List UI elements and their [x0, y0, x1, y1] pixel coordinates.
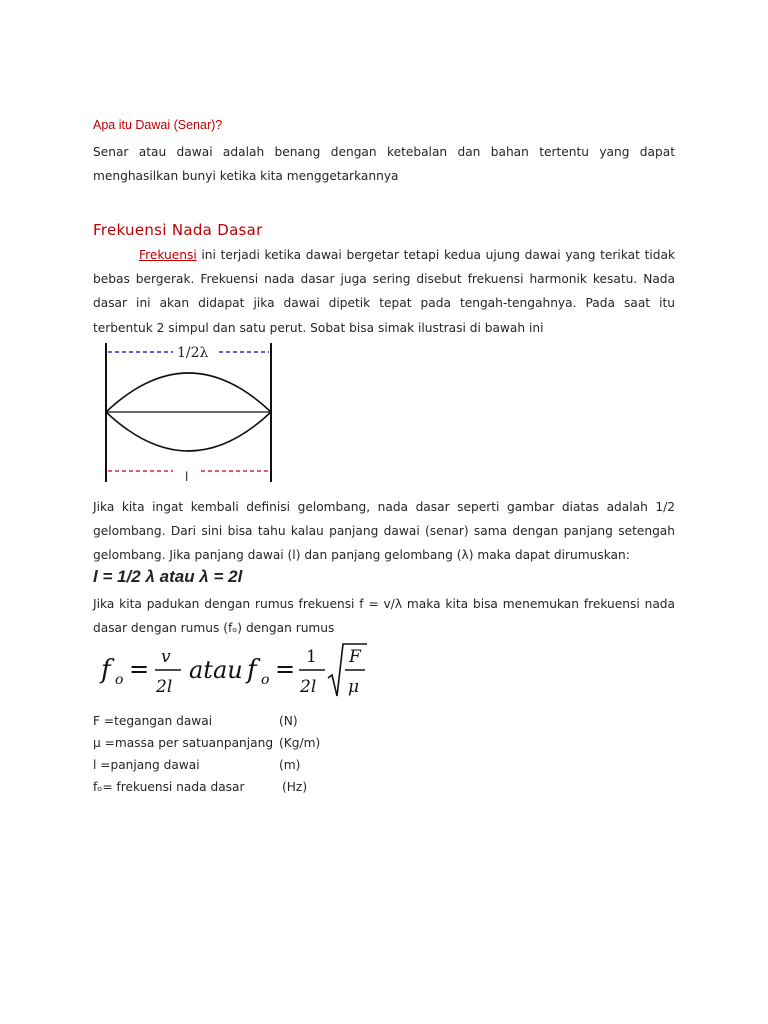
variable-unit: (m) — [279, 758, 301, 772]
question-heading: Apa itu Dawai (Senar)? — [93, 118, 223, 132]
variable-unit: (Kg/m) — [279, 736, 321, 750]
variable-definition: fₒ= frekuensi nada dasar — [93, 780, 245, 794]
variable-unit: (Hz) — [282, 780, 308, 794]
half-wavelength-label: 1/2λ — [177, 345, 209, 361]
formula-v: v — [161, 647, 171, 667]
string-lower-curve — [106, 412, 271, 451]
formula-one: 1 — [306, 647, 317, 667]
frequency-paragraph-text: ini terjadi ketika dawai bergetar tetapi kedua ujung dawai yang terikat tidak bebas bergerak. Frekuensi nada dasar juga sering disebut frekuensi harmonik kesatu. Nada dasar ini akan didapat jika dawai dipetik tepat pada tengah-tengahnya. Pada saat itu terbentuk 2 simpul dan satu perut. Sobat bisa simak ilustrasi di bawah ini — [93, 248, 675, 335]
wavelength-paragraph: Jika kita ingat kembali definisi gelombang, nada dasar seperti gambar diatas adalah 1/2 gelombang. Dari sini bisa tahu kalau panjang dawai (senar) sama dengan panjang setengah gelombang. Jika panjang dawai (l) dan panjang gelombang (λ) maka dapat dirumuskan: — [93, 500, 675, 563]
formula-atau: atau — [189, 656, 243, 684]
string-vibration-figure — [101, 340, 281, 485]
string-upper-curve — [106, 373, 271, 412]
frekuensi-link[interactable]: Frekuensi — [139, 248, 197, 262]
variable-definition: l =panjang dawai — [93, 758, 200, 772]
variable-unit: (N) — [279, 714, 298, 728]
frequency-formula-paragraph: Jika kita padukan dengan rumus frekuensi f = v/λ maka kita bisa menemukan frekuensi nada dasar dengan rumus (fₒ) dengan rumus — [93, 597, 675, 636]
section-heading: Frekuensi Nada Dasar — [93, 221, 263, 239]
formula-sub-1: o — [115, 672, 124, 688]
formula-sub-2: o — [261, 672, 270, 688]
frequency-paragraph — [93, 243, 675, 340]
variable-definition: μ =massa per satuanpanjang — [93, 736, 274, 750]
string-length-label: l — [185, 470, 189, 484]
formula-equals-1: = — [129, 655, 150, 683]
variable-definition: F =tegangan dawai — [93, 714, 213, 728]
formula-den-1: 2l — [156, 677, 173, 697]
formula-equals-2: = — [275, 655, 296, 683]
intro-paragraph: Senar atau dawai adalah benang dengan ketebalan dan bahan tertentu yang dapat menghasilkan bunyi ketika kita menggetarkannya — [93, 145, 675, 184]
formula-tension: F — [349, 647, 361, 667]
fundamental-frequency-formula — [99, 640, 369, 704]
formula-f-2: f — [247, 655, 257, 685]
formula-den-2: 2l — [300, 677, 317, 697]
formula-f-1: f — [101, 655, 111, 685]
formula-mu: μ — [348, 677, 360, 697]
length-wavelength-relation: l = 1/2 λ atau λ = 2l — [93, 567, 243, 586]
